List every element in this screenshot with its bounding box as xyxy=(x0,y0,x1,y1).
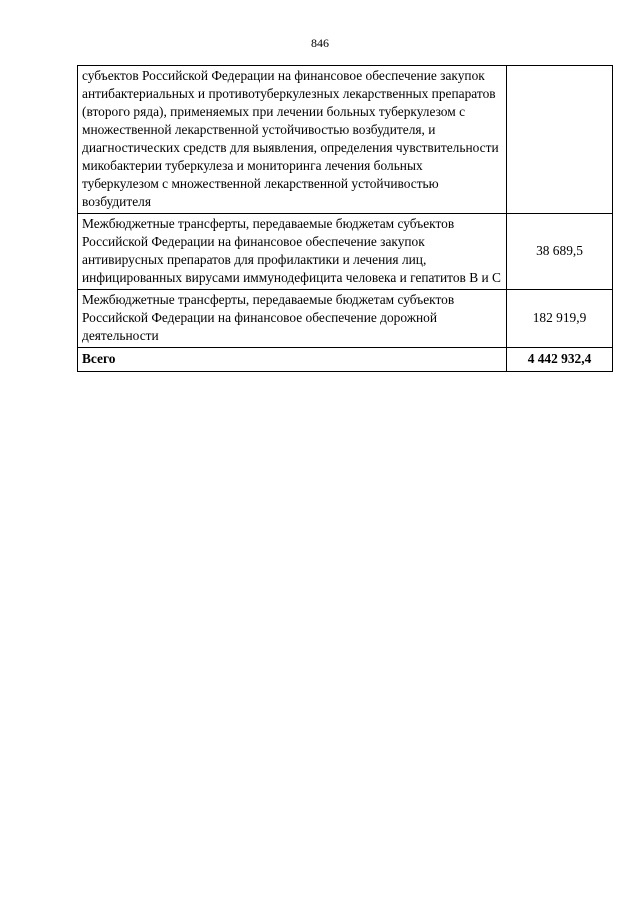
table-row xyxy=(78,214,613,290)
row-description: субъектов Российской Федерации на финансовое обеспечение закупок антибактериальных и противотуберкулезных лекарственных препаратов (второго ряда), применяемых при лечении больных туберкулезом с множественной лекарственной устойчивостью возбудителя, и диагностических средств для выявления, определения чувствительности микобактерии туберкулеза и мониторинга лечения больных туберкулезом с множественной лекарственной устойчивостью возбудителя xyxy=(78,66,507,214)
total-label: Всего xyxy=(78,348,507,372)
row-amount: 182 919,9 xyxy=(507,290,613,348)
total-row xyxy=(78,348,613,372)
budget-table xyxy=(77,65,613,372)
row-amount xyxy=(507,66,613,214)
table-row xyxy=(78,290,613,348)
row-amount: 38 689,5 xyxy=(507,214,613,290)
total-amount: 4 442 932,4 xyxy=(507,348,613,372)
page-number: 846 xyxy=(311,36,329,50)
row-description: Межбюджетные трансферты, передаваемые бюджетам субъектов Российской Федерации на финансовое обеспечение дорожной деятельности xyxy=(78,290,507,348)
row-description: Межбюджетные трансферты, передаваемые бюджетам субъектов Российской Федерации на финансовое обеспечение закупок антивирусных препаратов для профилактики и лечения лиц, инфицированных вирусами иммунодефицита человека и гепатитов B и C xyxy=(78,214,507,290)
table-row xyxy=(78,66,613,214)
